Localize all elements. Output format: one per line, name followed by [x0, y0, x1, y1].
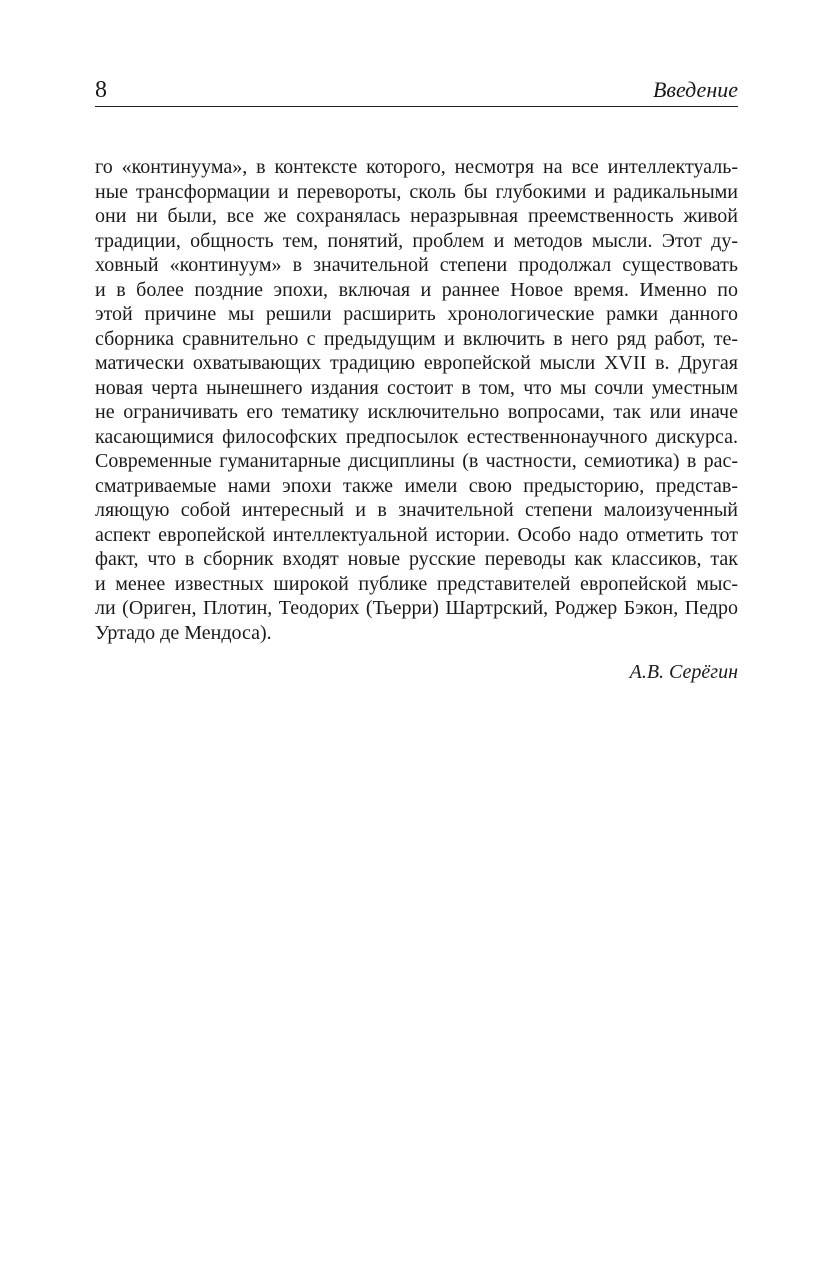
text-line: этой причине мы решили расширить хронологические рамки данного: [95, 303, 738, 325]
text-line: традиции, общность тем, понятий, проблем и методов мысли. Этот ду-: [95, 229, 738, 252]
text-line: матически охватывающих традицию европейской мысли XVII в. Другая: [95, 352, 738, 374]
text-line: сматриваемые нами эпохи также имели свою предысторию, представ-: [95, 474, 738, 497]
text-line: они ни были, все же сохранялась неразрывная преемственность живой: [95, 205, 738, 227]
text-line: касающимися философских предпосылок естественнонаучного дискурса.: [95, 425, 738, 448]
text-line: новая черта нынешнего издания состоит в том, что мы сочли уместным: [95, 376, 738, 399]
text-line: Современные гуманитарные дисциплины (в частности, семиотика) в рас-: [95, 450, 738, 472]
text-line: и в более поздние эпохи, включая и раннее Новое время. Именно по: [95, 278, 738, 301]
text-line: Уртадо де Мендоса).: [95, 621, 272, 644]
text-line: факт, что в сборник входят новые русские переводы как классиков, так: [95, 548, 738, 570]
text-line: сборника сравнительно с предыдущим и включить в него ряд работ, те-: [95, 327, 738, 350]
text-line: ляющую собой интересный и в значительной степени малоизученный: [95, 499, 738, 521]
text-line: ли (Ориген, Плотин, Теодорих (Тьерри) Шартрский, Роджер Бэкон, Педро: [95, 597, 738, 619]
text-line: ховный «континуум» в значительной степени продолжал существовать: [95, 254, 738, 276]
text-line: го «континуума», в контексте которого, несмотря на все интеллектуаль-: [95, 156, 738, 178]
page-number: 8: [95, 77, 107, 103]
section-title: Введение: [652, 77, 738, 102]
running-header: [95, 76, 738, 107]
text-line: не ограничивать его тематику исключительно вопросами, так или иначе: [95, 401, 738, 423]
text-line: и менее известных широкой публике представителей европейской мыс-: [95, 572, 738, 595]
body-paragraph: [95, 155, 738, 645]
author-signature: А.В. Серёгин: [629, 661, 738, 683]
text-line: аспект европейской интеллектуальной истории. Особо надо отметить тот: [95, 523, 738, 546]
text-line: ные трансформации и перевороты, сколь бы глубокими и радикальными: [95, 180, 738, 203]
